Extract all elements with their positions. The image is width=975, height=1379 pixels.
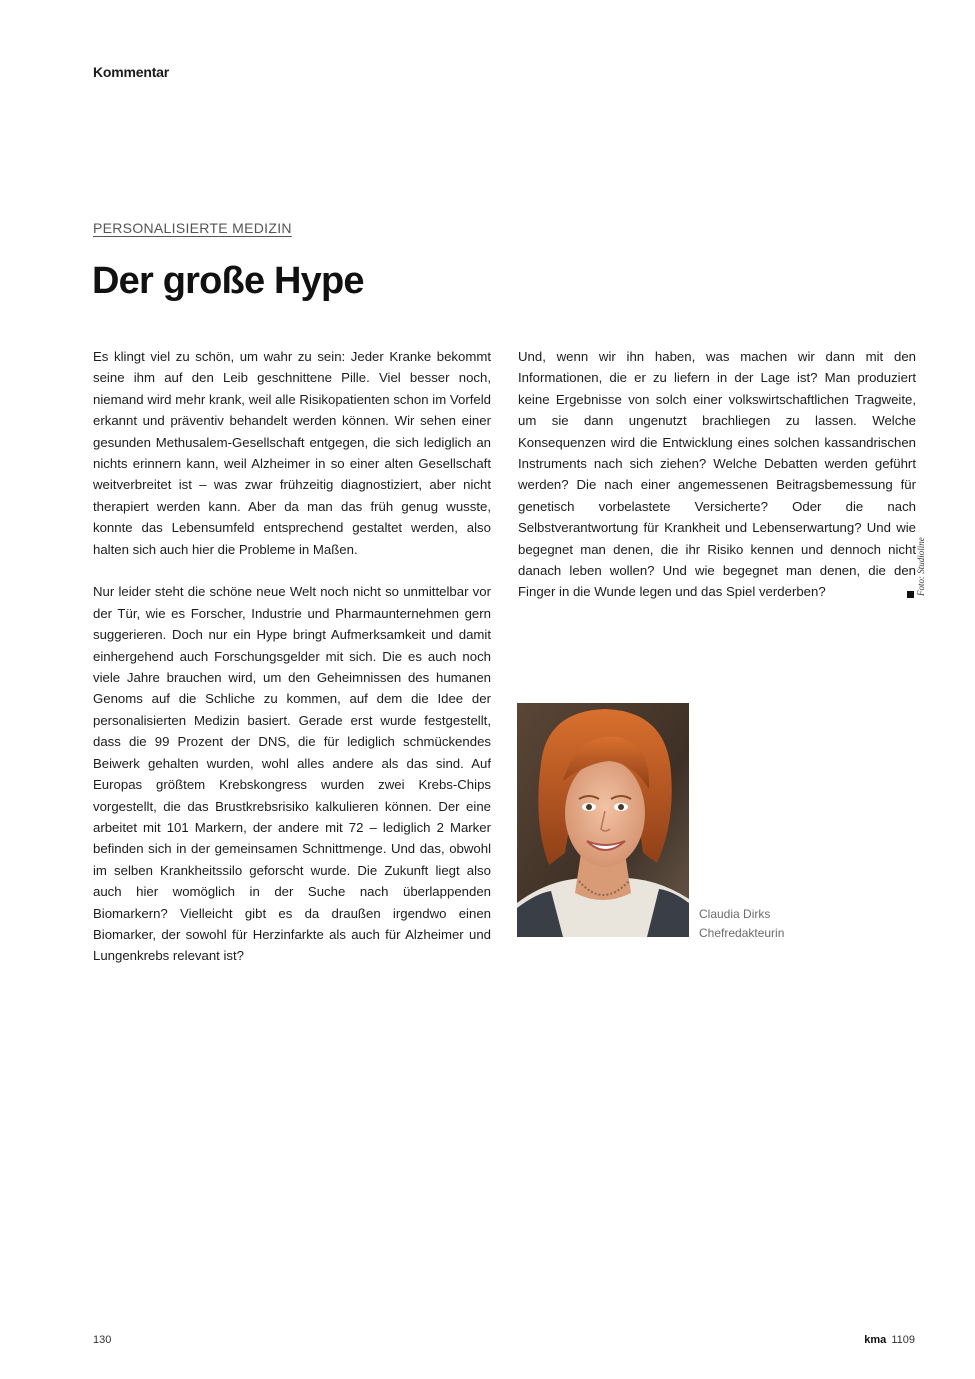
article-paragraph: Es klingt viel zu schön, um wahr zu sein: Jeder Kranke bekommt seine ihm auf den Leib geschnittene Pille. Viel besser noch, niemand wird mehr krank, weil alle Risikopatienten schon im Vorfeld erkannt und präventiv behandelt werden können. Wir sehen einer gesunden Methusalem-Gesellschaft entgegen, die sich lediglich an nichts erinnern kann, weil Alzheimer in so einer alten Gesellschaft weitverbreitet ist – was zwar frühzeitig diagnostiziert, aber nicht therapiert werden kann. Aber da man das früh genug wusste, konnte das Lebensumfeld entsprechend gestaltet werden, also halten sich auch hier die Probleme in Maßen. — [93, 349, 491, 557]
page-number: 130 — [93, 1334, 112, 1346]
article-paragraph: Nur leider steht die schöne neue Welt noch nicht so unmittelbar vor der Tür, wie es Forscher, Industrie und Pharmaunternehmen gern suggerieren. Doch nur ein Hype bringt Aufmerksamkeit und damit einhergehend auch Forschungsgelder mit sich. Die es auch noch viele Jahre brauchen wird, um den Geheimnissen des humanen Genoms auf die Schliche zu kommen, auf dem die Idee der personalisierten Medizin basiert. Gerade erst wurde festgestellt, dass die 99 Prozent der DNS, die für lediglich schmückendes Beiwerk gehalten wurden, wohl alles andere als das sind. Auf Europas größtem Krebskongress wurden zwei Krebs-Chips vorgestellt, die das Brustkrebsrisiko kalkulieren können. Der eine arbeitet mit 101 Markern, der andere mit 72 – lediglich 2 Marker befinden sich in der gemeinsamen Schnittmenge. Und das, obwohl im selben Krankheitssilo geforscht wurde. Die Zukunft liegt also auch hier womöglich in der Suche nach überlappenden Biomarkern? Vielleicht gibt es da draußen irgendwo einen Biomarker, der sowohl für Herzinfarkte als auch für Alzheimer und Lungenkrebs relevant ist? — [93, 584, 491, 964]
caption-name: Claudia Dirks — [699, 907, 771, 921]
section-label: Kommentar — [93, 64, 169, 80]
caption-role: Chefredakteurin — [699, 926, 785, 940]
article-column-left — [93, 346, 491, 967]
article-column-right — [518, 346, 916, 603]
article-kicker: PERSONALISIERTE MEDIZIN — [93, 220, 292, 236]
photo-credit: Foto: Studioline — [916, 537, 926, 596]
author-portrait — [517, 703, 689, 937]
issue-number: 1109 — [891, 1334, 915, 1346]
photo-caption — [699, 905, 784, 943]
footer-issue — [864, 1334, 915, 1346]
end-of-article-mark — [907, 591, 914, 598]
magazine-brand: kma — [864, 1334, 887, 1346]
article-paragraph: Und, wenn wir ihn haben, was machen wir dann mit den Informationen, die er zu liefern in der Lage ist? Man produziert keine Ergebnisse von solch einer volkswirtschaftlichen Tragweite, um sie dann ungenutzt brachliegen zu lassen. Welche Konsequenzen wird die Entwicklung eines solchen kassandrischen Instruments nach sich ziehen? Welche Debatten werden geführt werden? Die nach einer angemessenen Beitragsbemessung für genetisch vorbelastete Versicherte? Oder die nach Selbstverantwortung für Krankheit und Lebenserwartung? Und wie begegnet man denen, die ihr Risiko kennen und dennoch nicht danach leben wollen? Und wie begegnet man denen, die den Finger in die Wunde legen und das Spiel verderben? — [518, 349, 916, 600]
article-title: Der große Hype — [92, 260, 364, 302]
